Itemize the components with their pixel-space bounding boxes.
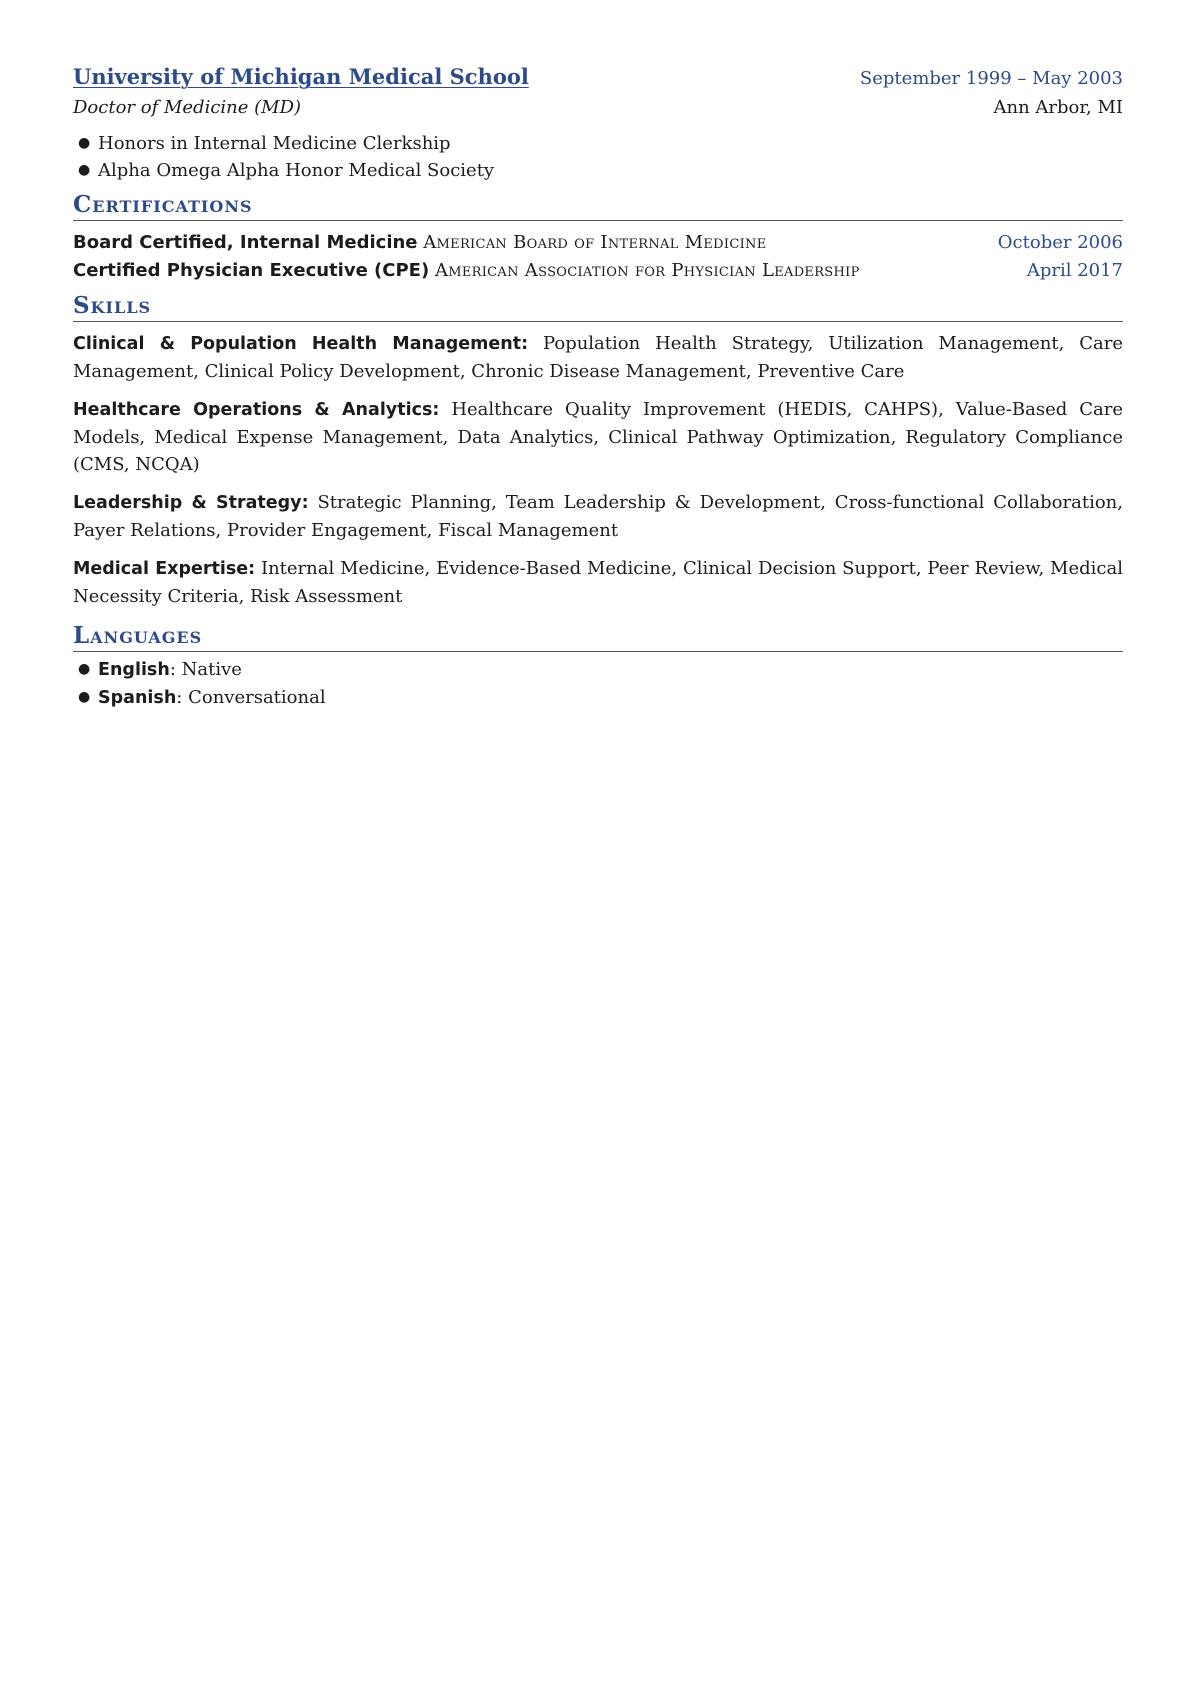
skill-category: Healthcare Operations & Analytics: [73, 400, 440, 420]
language-name: Spanish [98, 688, 177, 708]
education-highlights [73, 130, 1123, 184]
degree: Doctor of Medicine (MD) [73, 97, 302, 118]
skill-paragraph [73, 555, 1123, 610]
section-title-skills: Skills [73, 292, 152, 319]
bullet-icon: ● [78, 162, 91, 178]
education-header-row [73, 62, 1123, 93]
certification-issuer: American Association for Physician Leadership [434, 260, 860, 281]
section-divider [73, 220, 1123, 221]
list-item: ● English: Native [98, 656, 1123, 684]
section-title-languages: Languages [73, 622, 203, 649]
certification-row [73, 229, 1123, 257]
bullet-icon: ● [78, 689, 91, 705]
skill-list: Population Health Strategy, Utilization Management, Care Management, Clinical Policy Development, Chronic Disease Management, Preventive Care [73, 333, 1123, 382]
certification-row [73, 257, 1123, 285]
certification-name: Board Certified, Internal Medicine [73, 232, 418, 253]
skill-category: Clinical & Population Health Management: [73, 334, 529, 354]
skill-paragraph [73, 396, 1123, 478]
languages-section [73, 621, 1123, 712]
certification-issuer: American Board of Internal Medicine [423, 232, 767, 253]
section-divider [73, 321, 1123, 322]
certification-date: April 2017 [1026, 260, 1123, 281]
education-subheader-row [73, 93, 1123, 122]
skill-list: Internal Medicine, Evidence-Based Medicine, Clinical Decision Support, Peer Review, Medical Necessity Criteria, Risk Assessment [73, 558, 1123, 607]
certification-date: October 2006 [997, 232, 1123, 253]
resume-page [73, 62, 1123, 712]
skill-category: Medical Expertise: [73, 559, 256, 579]
certification-left [73, 229, 767, 257]
languages-list [73, 656, 1123, 712]
bullet-icon: ● [78, 135, 91, 151]
certification-name: Certified Physician Executive (CPE) [73, 260, 430, 281]
section-title-certifications: Certifications [73, 191, 253, 218]
list-item: ● Spanish: Conversational [98, 684, 1123, 712]
certifications-section [73, 190, 1123, 285]
skill-list: Strategic Planning, Team Leadership & Development, Cross-functional Collaboration, Payer Relations, Provider Engagement, Fiscal Management [73, 492, 1123, 541]
certification-left [73, 257, 860, 285]
school-name-link[interactable]: University of Michigan Medical School [73, 64, 529, 89]
list-item [78, 157, 1123, 184]
bullet-icon: ● [78, 661, 91, 677]
skill-paragraph [73, 330, 1123, 385]
list-item [78, 130, 1123, 157]
highlight-text: Honors in Internal Medicine Clerkship [98, 133, 451, 154]
section-divider [73, 651, 1123, 652]
language-level: Native [181, 659, 242, 680]
education-dates: September 1999 – May 2003 [859, 68, 1123, 89]
highlight-text: Alpha Omega Alpha Honor Medical Society [98, 160, 495, 181]
skill-paragraph [73, 489, 1123, 544]
skill-category: Leadership & Strategy: [73, 493, 309, 513]
skills-section [73, 291, 1123, 610]
education-entry [73, 62, 1123, 184]
language-name: English [98, 660, 170, 680]
language-level: Conversational [188, 687, 326, 708]
education-location: Ann Arbor, MI [993, 97, 1123, 118]
skill-list: Healthcare Quality Improvement (HEDIS, CAHPS), Value-Based Care Models, Medical Expense Management, Data Analytics, Clinical Pathway Optimization, Regulatory Compliance (CMS, NCQA) [73, 399, 1123, 475]
